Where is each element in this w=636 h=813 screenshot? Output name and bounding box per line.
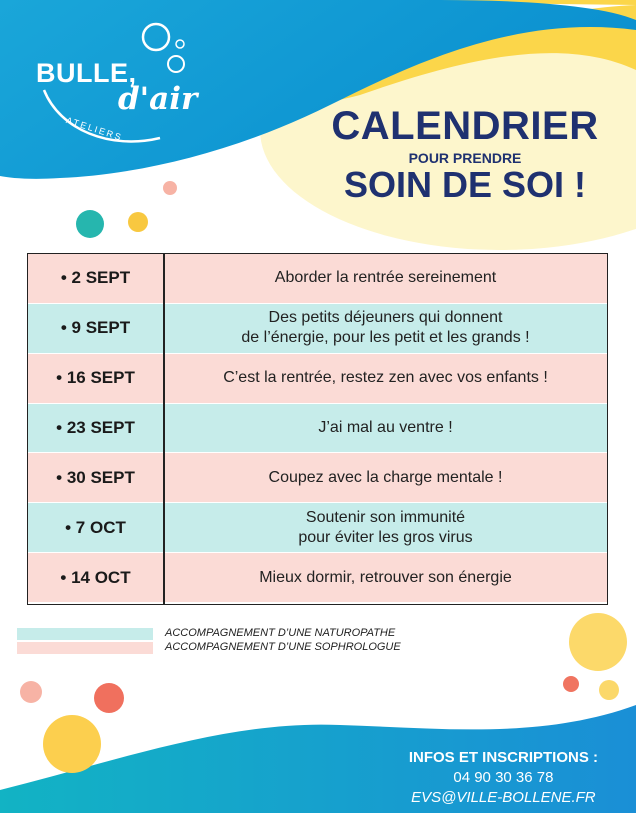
schedule-row [28,354,607,403]
schedule-table [27,253,608,605]
schedule-date: • 7 OCT [65,517,126,537]
schedule-date: • 14 OCT [60,567,131,587]
phone-number[interactable]: 04 90 30 36 78 [453,769,554,786]
legend [17,627,457,655]
legend-item-naturopathe [17,627,457,641]
schedule-row [28,254,607,303]
legend-item-sophrologue [17,641,457,655]
schedule-date: • 30 SEPT [56,467,135,487]
logo-script: d'air [118,81,198,117]
schedule-date: • 2 SEPT [60,268,131,288]
pink-bubble-left [20,681,42,703]
schedule-date: • 9 SEPT [60,318,131,338]
yellow-bubble [128,212,148,232]
logo [30,18,220,148]
info-title: INFOS ET INSCRIPTIONS : [408,749,598,766]
coral-bubble [94,683,124,713]
title-sub: POUR PRENDRE [408,150,522,166]
schedule-topic: C’est la rentrée, restez zen avec vos enfants ! [223,369,548,387]
schedule-topic: Mieux dormir, retrouver son énergie [259,568,512,586]
schedule-date: • 23 SEPT [56,417,135,437]
title-tagline: SOIN DE SOI ! [343,164,587,205]
schedule-topic: Aborder la rentrée sereinement [274,269,497,287]
pink-bubble [163,181,177,195]
column-divider [163,254,165,604]
schedule-row [28,453,607,502]
big-yellow-bubble [569,613,627,671]
schedule-topic: Soutenir son immunité pour éviter les gros virus [298,508,473,546]
legend-swatch-teal [17,628,153,640]
title-block [300,104,630,204]
schedule-row [28,304,607,353]
yellow-bubble-small [599,680,619,700]
contact-info [409,748,598,808]
schedule-date: • 16 SEPT [56,368,135,388]
schedule-topic: J’ai mal au ventre ! [318,418,453,436]
email-address[interactable]: EVS@VILLE-BOLLENE.FR [411,789,596,806]
schedule-topic: Coupez avec la charge mentale ! [268,468,503,486]
large-yellow-bubble [43,715,101,773]
legend-label: ACCOMPAGNEMENT D’UNE SOPHROLOGUE [165,641,401,653]
schedule-row [28,503,607,552]
title-main: CALENDRIER [331,104,599,148]
logo-text: BULLE, [36,58,137,88]
schedule-row [28,553,607,602]
legend-swatch-pink [17,642,153,654]
teal-bubble [76,210,104,238]
legend-label: ACCOMPAGNEMENT D’UNE NATUROPATHE [165,627,396,639]
logo-subtitle: ATELIERS [64,115,124,143]
schedule-topic: Des petits déjeuners qui donnent de l’énergie, pour les petit et les grands ! [241,309,530,347]
coral-bubble-small [563,676,579,692]
schedule-row [28,404,607,453]
